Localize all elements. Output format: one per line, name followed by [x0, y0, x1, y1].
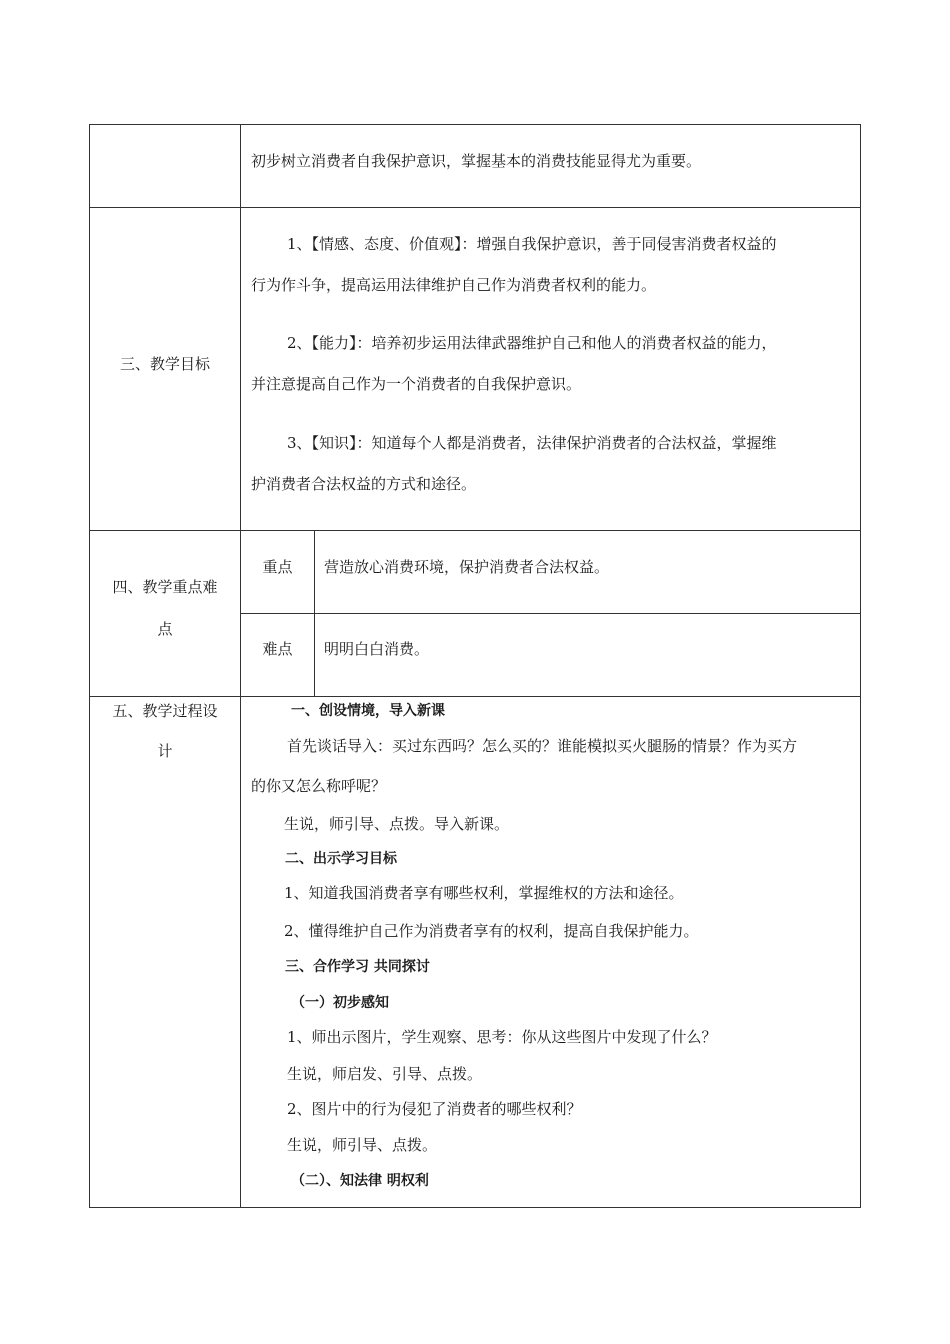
process-line-13: 生说，师引导、点拨。	[287, 1136, 438, 1154]
goal-1-line-1: 1、【情感、态度、价值观】：增强自我保护意识，善于同侵害消费者权益的	[287, 235, 777, 253]
goal-1-line-2: 行为作斗争，提高运用法律维护自己作为消费者权利的能力。	[251, 276, 657, 294]
process-line-4: 生说，师引导、点拨。导入新课。	[284, 815, 510, 833]
process-line-11: 生说，师启发、引导、点拨。	[287, 1065, 483, 1083]
goal-3-line-2: 护消费者合法权益的方式和途径。	[251, 475, 477, 493]
row-divider-2	[89, 530, 861, 531]
process-line-3: 的你又怎么称呼呢？	[251, 777, 387, 795]
subsection-heading-1: （一）初步感知	[291, 995, 389, 1011]
row-divider-inner	[240, 613, 861, 614]
process-line-10: 1、师出示图片，学生观察、思考：你从这些图片中发现了什么？	[287, 1028, 717, 1046]
table-border-bottom	[89, 1207, 861, 1208]
table-border-left	[89, 124, 90, 1208]
section-heading-1: 一、创设情境，导入新课	[291, 703, 445, 719]
process-label-line-2: 计	[157, 742, 173, 760]
row-divider-3	[89, 696, 861, 697]
subsection-heading-2: （二）、知法律 明权利	[291, 1173, 429, 1189]
column-divider	[240, 124, 241, 1208]
section-heading-3: 三、合作学习 共同探讨	[285, 959, 430, 975]
key-points-label-line-1: 四、教学重点难	[112, 578, 218, 596]
key-point-text: 营造放心消费环境，保护消费者合法权益。	[324, 558, 610, 576]
process-line-12: 2、图片中的行为侵犯了消费者的哪些权利？	[287, 1100, 582, 1118]
difficulty-text: 明明白白消费。	[324, 640, 430, 658]
goal-2-line-1: 2、【能力】：培养初步运用法律武器维护自己和他人的消费者权益的能力，	[287, 334, 777, 352]
key-points-label-line-2: 点	[157, 620, 173, 638]
difficulty-label: 难点	[262, 640, 293, 658]
key-point-label: 重点	[262, 558, 293, 576]
row1-text: 初步树立消费者自我保护意识，掌握基本的消费技能显得尤为重要。	[251, 152, 702, 170]
sub-column-divider	[314, 530, 315, 697]
goal-3-line-1: 3、【知识】：知道每个人都是消费者，法律保护消费者的合法权益，掌握维	[287, 434, 777, 452]
process-label-line-1: 五、教学过程设	[112, 702, 218, 720]
table-border-top	[89, 124, 861, 125]
goal-2-line-2: 并注意提高自己作为一个消费者的自我保护意识。	[251, 375, 582, 393]
process-line-6: 1、知道我国消费者享有哪些权利，掌握维权的方法和途径。	[284, 884, 684, 902]
section-heading-2: 二、出示学习目标	[285, 851, 397, 867]
process-line-7: 2、懂得维护自己作为消费者享有的权利，提高自我保护能力。	[284, 922, 699, 940]
row-divider-1	[89, 207, 861, 208]
table-border-right	[860, 124, 861, 1208]
process-line-2: 首先谈话导入：买过东西吗？怎么买的？谁能模拟买火腿肠的情景？作为买方	[287, 737, 798, 755]
teaching-goals-label: 三、教学目标	[119, 355, 210, 373]
